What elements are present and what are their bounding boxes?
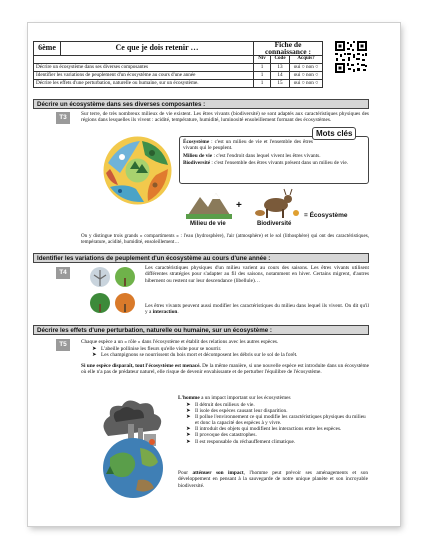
interaction-paragraph: Les êtres vivants peuvent aussi modifier les caractéristiques du milieu dans lequel ils vivent. On dit qu'il y a interaction. — [145, 303, 369, 316]
definition-ecosysteme: Écosystème : c'est un milieu de vie et l'ensemble des êtres vivants qui le peuplent. — [183, 139, 313, 152]
definition-milieu: Milieu de vie : c'est l'endroit dans lequel vivent les êtres vivants. — [183, 153, 321, 159]
qr-code-icon — [334, 40, 368, 74]
table-row: Décrire un écosystème dans ses diverses composantes 1 13 oui ○ non ○ — [34, 64, 323, 72]
globe-ecosystems-illustration — [100, 133, 175, 208]
acquis-checkbox[interactable]: oui ○ non ○ — [290, 64, 323, 72]
list-item: ➤ Il est responsable du réchauffement climatique. — [186, 438, 296, 445]
arrow-icon: ➤ — [92, 352, 97, 359]
acquis-checkbox[interactable]: oui ○ non ○ — [290, 80, 323, 88]
polluted-earth-illustration — [88, 396, 178, 501]
milieu-illustration — [186, 187, 232, 219]
eq-biodiversite-label: Biodiversité — [257, 221, 292, 227]
list-item: ➤ Il pollue l'environnement ce qui modifie les caractéristiques physiques du milieu et donc la capacité des espèces à y vivre. — [186, 414, 366, 427]
list-item: ➤ Il isole des espèces causant leur disparition. — [186, 408, 288, 415]
human-impact-list — [186, 402, 368, 445]
list-item: ➤ L'abeille pollinise les fleurs qu'elle visite pour se nourrir. — [92, 346, 222, 352]
section-heading-variations: Identifier les variations de peuplement d'un écosystème au cours d'une année : — [33, 253, 369, 263]
arrow-icon: ➤ — [186, 402, 191, 408]
list-item: ➤ Il provoque des catastrophes. — [186, 432, 257, 439]
list-item: ➤ Il détruit des milieux de vie. — [186, 402, 255, 408]
page-title: Ce que je dois retenir … — [61, 42, 254, 56]
seasons-paragraph: Les caractéristiques physiques d'un milieu varient au cours des saisons. Les êtres vivants utilisent différentes stratégies pour s'adapter au fil des saisons, notamment en hiver. Certains migrent, d'autres hibernent ou restent sur leur descendance (libellule)… — [145, 265, 369, 284]
arrow-icon: ➤ — [186, 438, 191, 445]
role-examples-list — [92, 346, 367, 358]
human-impact-title: L'homme a un impact important sur les écosystèmes — [178, 395, 291, 401]
role-paragraph: Chaque espèce a un « rôle » dans l'écosystème et établit des relations avec les autres espèces. — [81, 339, 279, 345]
eq-result: = Écosystème — [304, 212, 348, 219]
arrow-icon: ➤ — [186, 432, 191, 439]
table-row: Identifier les variations de peuplement d'un écosystème au cours d'une année 1 14 oui ○ non ○ — [34, 72, 323, 80]
arrow-icon: ➤ — [186, 426, 191, 433]
acquis-checkbox[interactable]: oui ○ non ○ — [290, 72, 323, 80]
section-heading-perturbation: Décrire les effets d'une perturbation, naturelle ou humaine, sur un écosystème : — [33, 325, 369, 335]
list-item: ➤ Les champignons se nourrissent du bois mort et décomposent les débris sur le sol de la forêt. — [92, 352, 298, 359]
outro-paragraph: On y distingue trois grands « compartiments » : l'eau (hydrosphère), l'air (atmosphère) et le sol (lithosphère) qui ont des caractéristiques, température, acidité, humidité, ensoleillement… — [81, 233, 369, 246]
list-item: ➤ Il introduit des objets qui modifient les interactions entre les espèces. — [186, 426, 342, 433]
arrow-icon: ➤ — [186, 414, 191, 421]
col-niv: Niv — [254, 56, 271, 64]
arrow-icon: ➤ — [92, 346, 97, 352]
section-heading-ecosysteme: Décrire un écosystème dans ses diverses composantes : — [33, 99, 369, 109]
tag-t3: T3 — [56, 112, 70, 124]
grade-label: 6ème — [34, 42, 61, 56]
header-table — [33, 41, 323, 88]
disappearance-paragraph: Si une espèce disparaît, tout l'écosystème est menacé. De la même manière, si une nouvelle espèce est introduite dans un écosystème où elle n'a pas de prédateur naturel, elle risque de devenir envahissante et de perturber l'équilibre de l'écosystème. — [81, 363, 369, 376]
mitigation-paragraph: Pour atténuer son impact, l'homme peut prévoir ses aménagements et son développement en pensant à la sauvegarde de notre unique planète et son incroyable biodiversité. — [178, 470, 368, 489]
eq-plus: + — [236, 200, 242, 211]
seasons-tree-illustration — [88, 266, 138, 316]
biodiversity-illustration — [252, 185, 302, 219]
arrow-icon: ➤ — [186, 408, 191, 415]
fiche-title: Fiche de connaissance : — [254, 42, 323, 56]
col-code: Code — [271, 56, 290, 64]
keywords-title: Mots clés — [312, 127, 356, 140]
tag-t5: T5 — [56, 339, 70, 351]
col-acquis: Acquis? — [290, 56, 323, 64]
table-row: Décrire les effets d'une perturbation, naturelle ou humaine, sur un écosystème. 1 15 oui ○ non ○ — [34, 80, 323, 88]
tag-t4: T4 — [56, 267, 70, 279]
definition-biodiversite: Biodiversité : c'est l'ensemble des êtres vivants présent dans un milieu de vie. — [183, 160, 349, 166]
intro-paragraph: Sur terre, de très nombreux milieux de vie existent. Les êtres vivants (biodiversité) se sont adaptés aux caractéristiques physiques des régions dans lesquelles ils vivent : acidité, température, humidité, luminosité ensoleillement formant des écosystèmes. — [81, 111, 369, 124]
eq-milieu-label: Milieu de vie — [190, 221, 226, 227]
